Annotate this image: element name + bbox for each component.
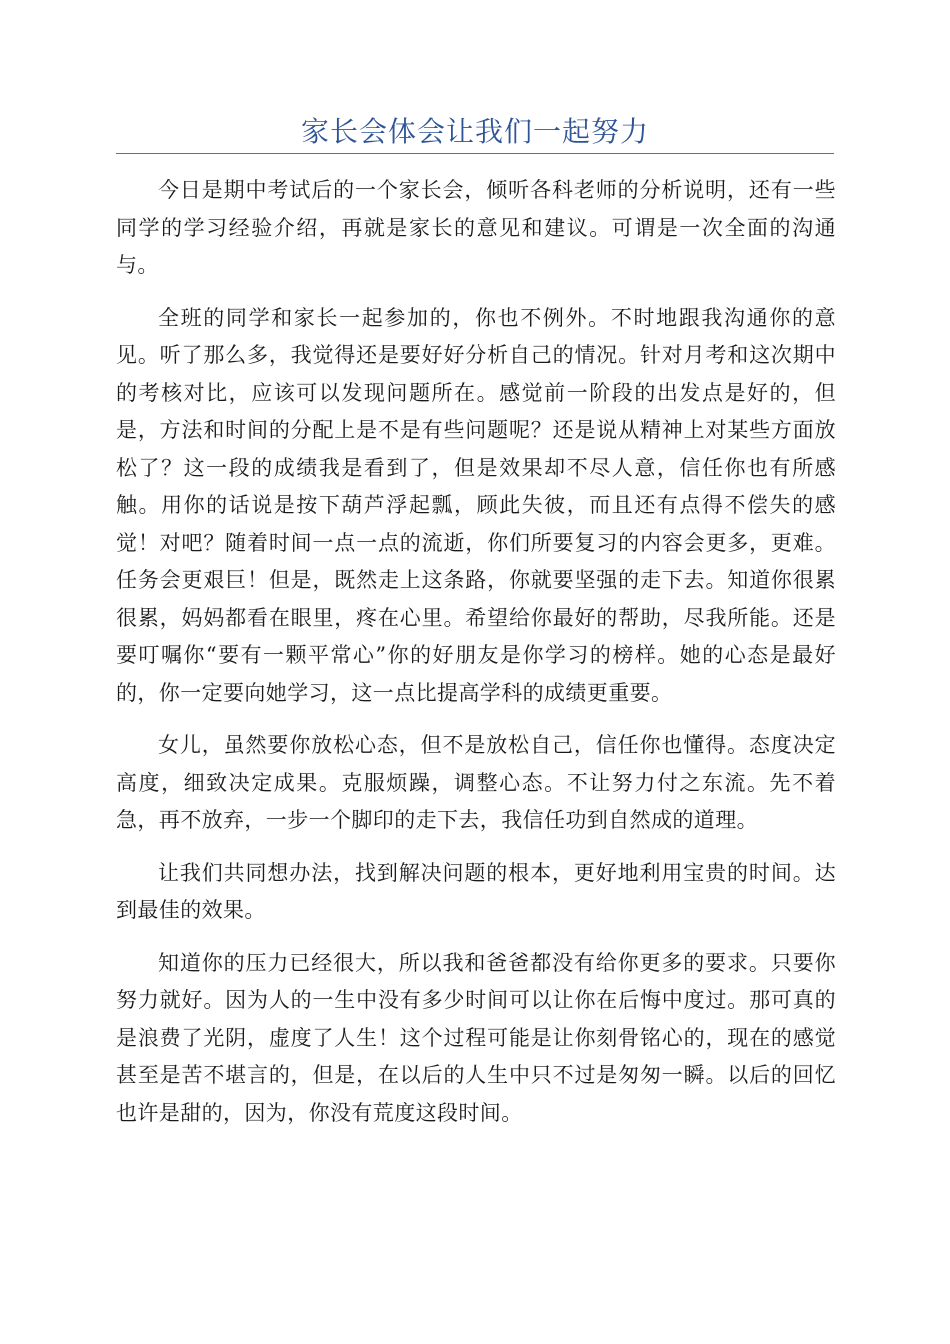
document-title: 家长会体会让我们一起努力 — [300, 115, 649, 148]
paragraph-4: 让我们共同想办法，找到解决问题的根本，更好地利用宝贵的时间。达到最佳的效果。 — [116, 860, 836, 922]
paragraph-1: 今日是期中考试后的一个家长会，倾听各科老师的分析说明，还有一些同学的学习经验介绍，再就是家长的意见和建议。可谓是一次全面的沟通与。 — [116, 178, 836, 277]
document-body — [116, 172, 836, 1147]
paragraph-2: 全班的同学和家长一起参加的，你也不例外。不时地跟我沟通你的意见。听了那么多，我觉得还是要好好分析自己的情况。针对月考和这次期中的考核对比，应该可以发现问题所在。感觉前一阶段的出发点是好的，但是，方法和时间的分配上是不是有些问题呢？还是说从精神上对某些方面放松了？这一段的成绩我是看到了，但是效果却不尽人意，信任你也有所感触。用你的话说是按下葫芦浮起瓢，顾此失彼，而且还有点得不偿失的感觉！对吧？随着时间一点一点的流逝，你们所要复习的内容会更多，更难。任务会更艰巨！但是，既然走上这条路，你就要坚强的走下去。知道你很累很累，妈妈都看在眼里，疼在心里。希望给你最好的帮助，尽我所能。还是要叮嘱你“要有一颗平常心”你的好朋友是你学习的榜样。她的心态是最好的，你一定要向她学习，这一点比提高学科的成绩更重要。 — [116, 305, 836, 705]
paragraph-5: 知道你的压力已经很大，所以我和爸爸都没有给你更多的要求。只要你努力就好。因为人的一生中没有多少时间可以让你在后悔中度过。那可真的是浪费了光阴，虚度了人生！这个过程可能是让你刻骨铭心的，现在的感觉甚至是苦不堪言的，但是，在以后的人生中只不过是匆匆一瞬。以后的回忆也许是甜的，因为，你没有荒度这段时间。 — [116, 950, 836, 1125]
title-underline — [116, 153, 834, 154]
paragraph-3: 女儿，虽然要你放松心态，但不是放松自己，信任你也懂得。态度决定高度，细致决定成果。克服烦躁，调整心态。不让努力付之东流。先不着急，再不放弃，一步一个脚印的走下去，我信任功到自然成的道理。 — [116, 733, 836, 832]
